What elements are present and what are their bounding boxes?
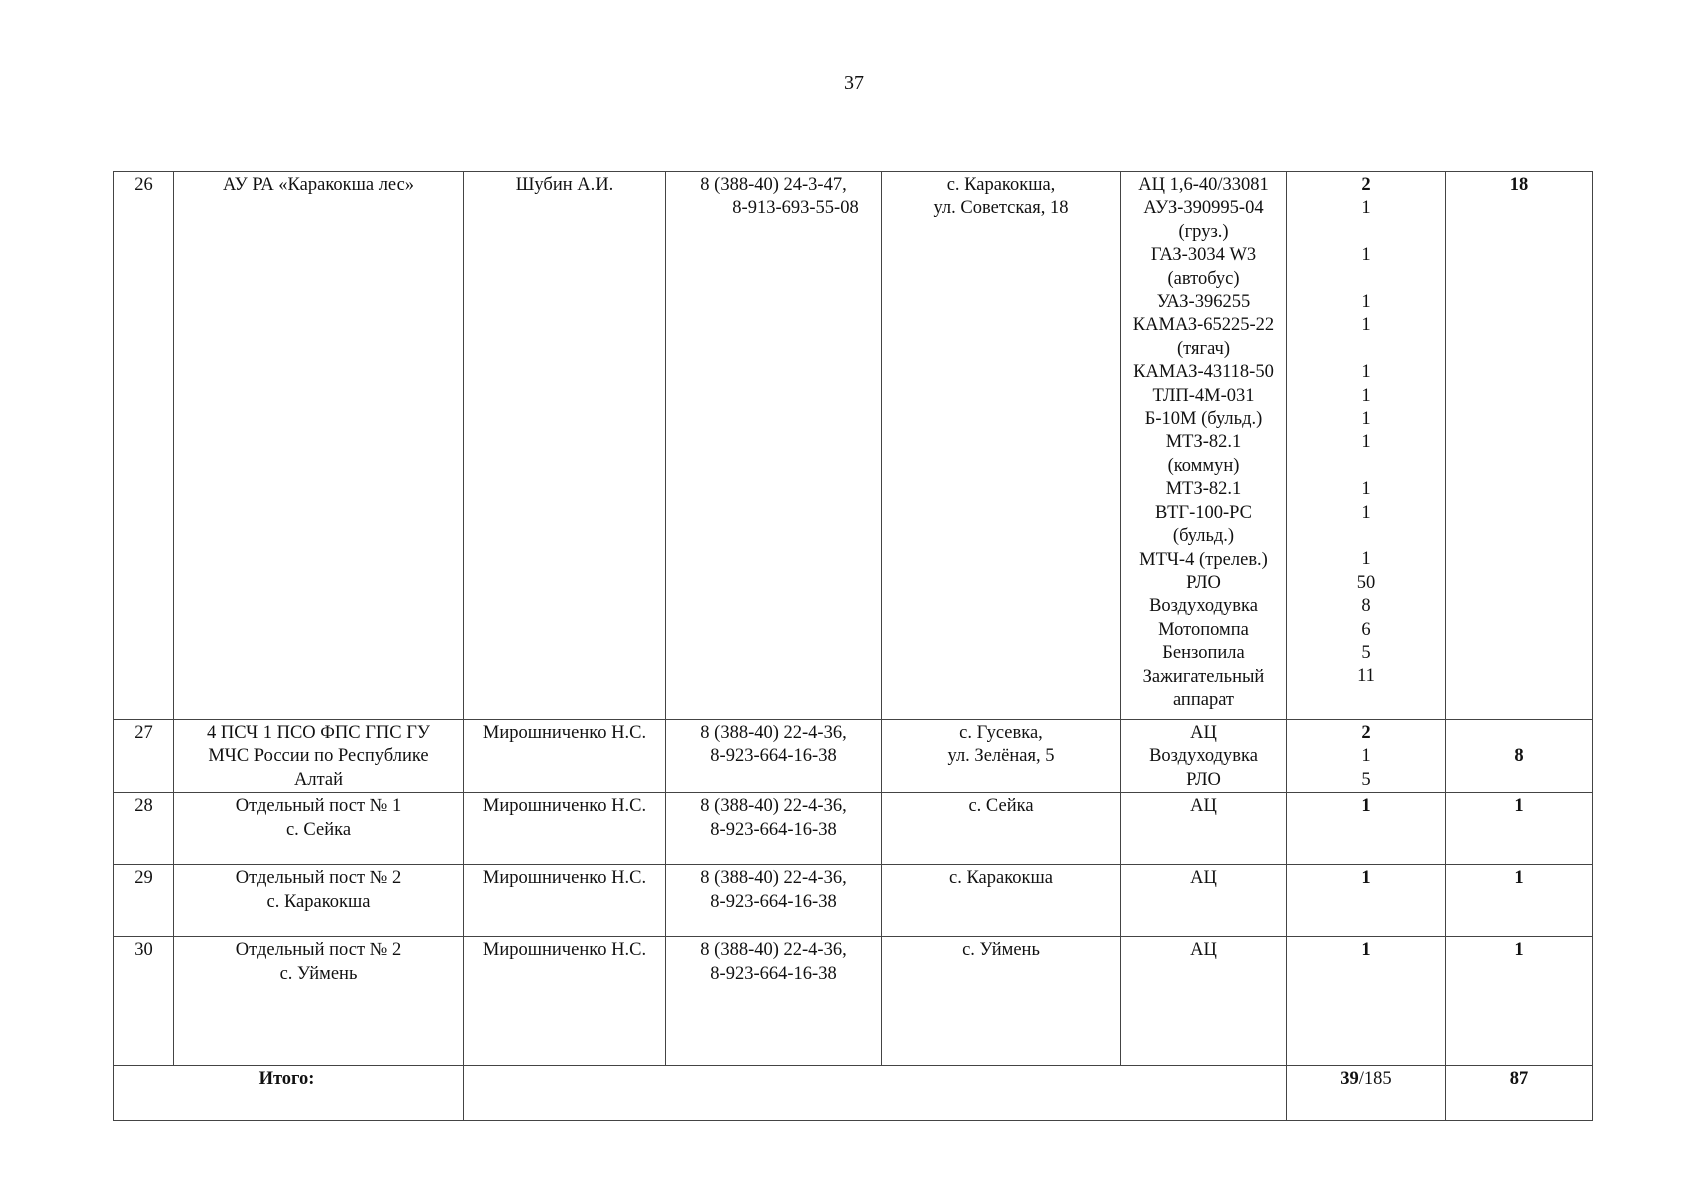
total-equipment: 39/185 <box>1287 1066 1446 1121</box>
row-number: 26 <box>114 172 174 720</box>
address: с. Каракокша <box>882 865 1121 937</box>
total-empty <box>464 1066 1287 1121</box>
equipment-list: АЦ Воздуходувка РЛО <box>1121 720 1287 793</box>
table-row <box>114 865 1593 937</box>
equipment-quantity: 1 <box>1287 937 1446 1066</box>
organization: 4 ПСЧ 1 ПСО ФПС ГПС ГУ МЧС России по Республике Алтай <box>174 720 464 793</box>
head-name: Шубин А.И. <box>464 172 666 720</box>
equipment-quantity: 1 <box>1287 793 1446 865</box>
phone: 8 (388-40) 22-4-36, 8-923-664-16-38 <box>666 720 882 793</box>
address: с. Уймень <box>882 937 1121 1066</box>
address: с. Гусевка, ул. Зелёная, 5 <box>882 720 1121 793</box>
phone: 8 (388-40) 22-4-36, 8-923-664-16-38 <box>666 793 882 865</box>
organization: АУ РА «Каракокша лес» <box>174 172 464 720</box>
equipment-list: АЦ <box>1121 793 1287 865</box>
table-row <box>114 172 1593 720</box>
table-row <box>114 720 1593 793</box>
personnel-count: 1 <box>1446 793 1593 865</box>
table-row <box>114 793 1593 865</box>
phone: 8 (388-40) 22-4-36, 8-923-664-16-38 <box>666 937 882 1066</box>
units-table <box>113 171 1593 1121</box>
address: с. Каракокша, ул. Советская, 18 <box>882 172 1121 720</box>
row-number: 27 <box>114 720 174 793</box>
row-number: 30 <box>114 937 174 1066</box>
address: с. Сейка <box>882 793 1121 865</box>
phone: 8 (388-40) 24-3-47, 8-913-693-55-08 <box>666 172 882 720</box>
organization: Отдельный пост № 2 с. Каракокша <box>174 865 464 937</box>
total-personnel: 87 <box>1446 1066 1593 1121</box>
head-name: Мирошниченко Н.С. <box>464 937 666 1066</box>
head-name: Мирошниченко Н.С. <box>464 865 666 937</box>
personnel-count: 18 <box>1446 172 1593 720</box>
equipment-quantity: 1 <box>1287 865 1446 937</box>
equipment-list: АЦ <box>1121 865 1287 937</box>
row-number: 29 <box>114 865 174 937</box>
personnel-count: 1 <box>1446 937 1593 1066</box>
organization: Отдельный пост № 1 с. Сейка <box>174 793 464 865</box>
head-name: Мирошниченко Н.С. <box>464 720 666 793</box>
phone: 8 (388-40) 22-4-36, 8-923-664-16-38 <box>666 865 882 937</box>
total-label: Итого: <box>114 1066 464 1121</box>
row-number: 28 <box>114 793 174 865</box>
table-row <box>114 937 1593 1066</box>
organization: Отдельный пост № 2 с. Уймень <box>174 937 464 1066</box>
total-row <box>114 1066 1593 1121</box>
personnel-count: 8 <box>1446 720 1593 793</box>
equipment-quantity: 2 1 1 1 1 1 1 1 1 1 1 1 50 8 6 5 11 <box>1287 172 1446 720</box>
page-number: 37 <box>844 72 864 94</box>
personnel-count: 1 <box>1446 865 1593 937</box>
head-name: Мирошниченко Н.С. <box>464 793 666 865</box>
equipment-list: АЦ 1,6-40/33081 АУЗ-390995-04 (груз.) ГАЗ-3034 W3 (автобус) УАЗ-396255 КАМАЗ-65225-22 (тягач) КАМАЗ-43118-50 ТЛП-4М-031 Б-10М (бульд.) МТЗ-82.1 (коммун) МТЗ-82.1 ВТГ-100-РС (бульд.) МТЧ-4 (трелев.) РЛО Воздуходувка Мотопомпа Бензопила Зажигательный аппарат <box>1121 172 1287 720</box>
equipment-list: АЦ <box>1121 937 1287 1066</box>
equipment-quantity: 2 1 5 <box>1287 720 1446 793</box>
